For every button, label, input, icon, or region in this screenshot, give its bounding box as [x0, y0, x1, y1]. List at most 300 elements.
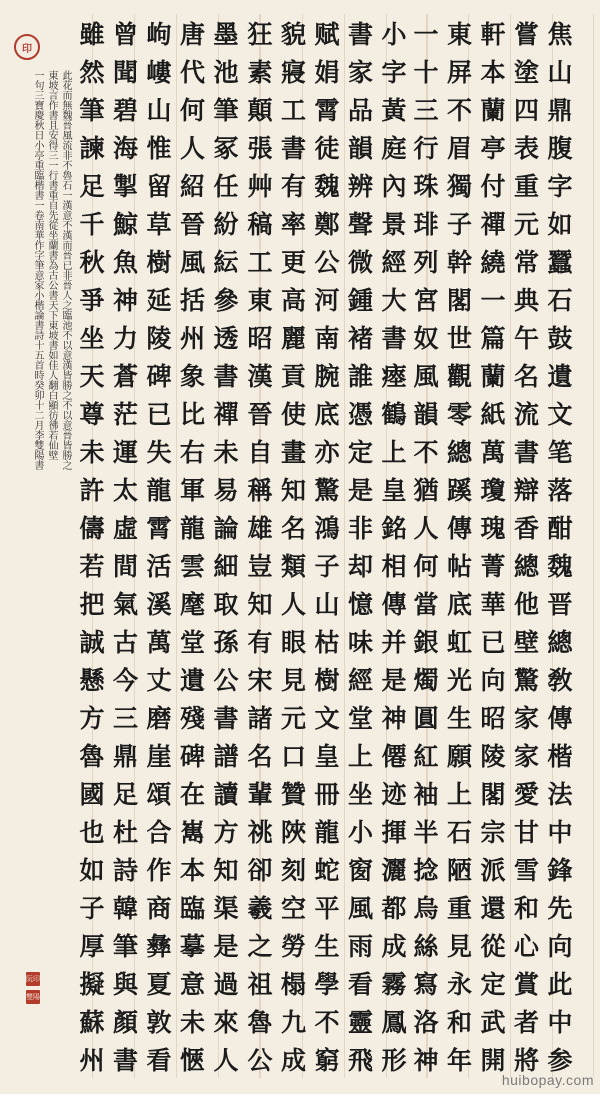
calligraphy-char: 力: [112, 324, 138, 353]
calligraphy-char: 景: [381, 210, 407, 239]
calligraphy-char: 厚: [79, 932, 105, 961]
calligraphy-char: 虛: [112, 514, 138, 543]
calligraphy-char: 傳: [381, 590, 407, 619]
calligraphy-char: 表: [513, 134, 539, 163]
calligraphy-char: 常: [513, 248, 539, 277]
calligraphy-char: 鍾: [347, 286, 373, 315]
calligraphy-column-7: [343, 14, 379, 1078]
calligraphy-char: 贊: [280, 780, 306, 809]
calligraphy-column-10: [242, 14, 278, 1078]
calligraphy-char: 書: [213, 362, 239, 391]
calligraphy-char: 烏: [413, 894, 439, 923]
calligraphy-char: 典: [513, 286, 539, 315]
calligraphy-char: 猶: [413, 476, 439, 505]
calligraphy-char: 鼓: [547, 324, 573, 353]
calligraphy-char: 天: [79, 362, 105, 391]
calligraphy-char: 味: [347, 628, 373, 657]
calligraphy-char: 祧: [247, 818, 273, 847]
calligraphy-char: 知: [247, 590, 273, 619]
calligraphy-char: 軍: [179, 476, 205, 505]
calligraphy-char: 儔: [79, 514, 105, 543]
calligraphy-char: 韻: [347, 134, 373, 163]
calligraphy-char: 人: [213, 1046, 239, 1075]
calligraphy-char: 驚: [314, 476, 340, 505]
calligraphy-char: 艸: [247, 172, 273, 201]
calligraphy-char: 小: [347, 818, 373, 847]
calligraphy-char: 傳: [547, 704, 573, 733]
calligraphy-char: 定: [480, 970, 506, 999]
calligraphy-char: 貢: [280, 362, 306, 391]
calligraphy-char: 唐: [179, 20, 205, 49]
calligraphy-char: 名: [513, 362, 539, 391]
calligraphy-char: 笔: [547, 438, 573, 467]
calligraphy-char: 驚: [513, 666, 539, 695]
calligraphy-column-6: [376, 14, 412, 1078]
calligraphy-char: 若: [79, 552, 105, 581]
calligraphy-char: 知: [280, 476, 306, 505]
calligraphy-char: 運: [112, 438, 138, 467]
calligraphy-char: 獨: [446, 172, 472, 201]
calligraphy-char: 付: [480, 172, 506, 201]
calligraphy-char: 風: [347, 894, 373, 923]
calligraphy-char: 蘇: [79, 1008, 105, 1037]
calligraphy-char: 象: [179, 362, 205, 391]
calligraphy-column-4: [442, 14, 478, 1078]
calligraphy-char: 憑: [347, 400, 373, 429]
calligraphy-char: 山: [146, 96, 172, 125]
calligraphy-char: 樹: [146, 248, 172, 277]
calligraphy-char: 紙: [480, 400, 506, 429]
calligraphy-char: 幹: [446, 248, 472, 277]
calligraphy-char: 延: [146, 286, 172, 315]
calligraphy-char: 惟: [146, 134, 172, 163]
calligraphy-char: 崖: [146, 742, 172, 771]
calligraphy-char: 落: [547, 476, 573, 505]
calligraphy-char: 三: [413, 96, 439, 125]
calligraphy-char: 本: [480, 58, 506, 87]
calligraphy-char: 腕: [314, 362, 340, 391]
calligraphy-char: 使: [280, 400, 306, 429]
calligraphy-char: 雪: [513, 856, 539, 885]
calligraphy-char: 顛: [247, 96, 273, 125]
calligraphy-char: 菁: [480, 552, 506, 581]
calligraphy-char: 世: [446, 324, 472, 353]
calligraphy-char: 字: [381, 58, 407, 87]
calligraphy-char: 鄭: [314, 210, 340, 239]
inscription-line-2: 東坡言作書且安得三一行書重自先從坐蘭書為古公書天下東坡書如佳人翻白顯彷彿若仙壁: [46, 70, 57, 460]
calligraphy-char: 彝: [146, 932, 172, 961]
calligraphy-char: 瘞: [381, 362, 407, 391]
calligraphy-char: 琲: [413, 210, 439, 239]
calligraphy-char: 右: [179, 438, 205, 467]
calligraphy-char: 筆: [112, 932, 138, 961]
calligraphy-char: 元: [513, 210, 539, 239]
calligraphy-char: 畫: [280, 438, 306, 467]
calligraphy-char: 眉: [446, 134, 472, 163]
calligraphy-char: 刻: [280, 856, 306, 885]
calligraphy-char: 素: [247, 58, 273, 87]
calligraphy-char: 都: [381, 894, 407, 923]
calligraphy-char: 袖: [413, 780, 439, 809]
calligraphy-char: 銀: [413, 628, 439, 657]
calligraphy-char: 公: [314, 248, 340, 277]
calligraphy-char: 者: [513, 1008, 539, 1037]
calligraphy-char: 宮: [413, 286, 439, 315]
calligraphy-char: 爭: [79, 286, 105, 315]
calligraphy-char: 灑: [381, 856, 407, 885]
calligraphy-char: 寫: [413, 970, 439, 999]
calligraphy-char: 窮: [314, 1046, 340, 1075]
calligraphy-char: 并: [381, 628, 407, 657]
calligraphy-char: 高: [280, 286, 306, 315]
calligraphy-char: 三: [112, 704, 138, 733]
calligraphy-char: 揮: [381, 818, 407, 847]
calligraphy-char: 魯: [247, 1008, 273, 1037]
calligraphy-char: 銘: [381, 514, 407, 543]
calligraphy-char: 有: [247, 628, 273, 657]
calligraphy-char: 是: [381, 666, 407, 695]
calligraphy-char: 足: [79, 172, 105, 201]
calligraphy-char: 瑰: [480, 514, 506, 543]
calligraphy-char: 開: [480, 1046, 506, 1075]
calligraphy-char: 堂: [179, 628, 205, 657]
calligraphy-char: 磨: [146, 704, 172, 733]
calligraphy-char: 見: [446, 932, 472, 961]
calligraphy-char: 韓: [112, 894, 138, 923]
calligraphy-char: 國: [79, 780, 105, 809]
calligraphy-char: 遺: [547, 362, 573, 391]
calligraphy-char: 却: [347, 552, 373, 581]
calligraphy-char: 書: [347, 20, 373, 49]
calligraphy-char: 祖: [247, 970, 273, 999]
calligraphy-char: 當: [413, 590, 439, 619]
calligraphy-char: 與: [112, 970, 138, 999]
calligraphy-char: 辯: [513, 476, 539, 505]
calligraphy-char: 法: [547, 780, 573, 809]
calligraphy-char: 書: [381, 324, 407, 353]
calligraphy-char: 秋: [79, 248, 105, 277]
calligraphy-char: 亭: [480, 134, 506, 163]
calligraphy-char: 尊: [79, 400, 105, 429]
calligraphy-char: 萬: [146, 628, 172, 657]
calligraphy-char: 萬: [480, 438, 506, 467]
calligraphy-column-3: [475, 14, 511, 1078]
calligraphy-char: 已: [480, 628, 506, 657]
calligraphy-char: 紛: [213, 210, 239, 239]
calligraphy-char: 永: [446, 970, 472, 999]
calligraphy-char: 昭: [480, 704, 506, 733]
calligraphy-char: 石: [547, 286, 573, 315]
calligraphy-char: 總: [547, 628, 573, 657]
calligraphy-char: 州: [179, 324, 205, 353]
calligraphy-char: 行: [413, 134, 439, 163]
calligraphy-char: 蹊: [446, 476, 472, 505]
watermark: huibopay.com: [501, 1072, 594, 1088]
calligraphy-char: 南: [314, 324, 340, 353]
calligraphy-char: 成: [280, 1046, 306, 1075]
calligraphy-char: 細: [213, 552, 239, 581]
calligraphy-char: 坐: [79, 324, 105, 353]
inscription-line-1: 此花而無魏晉風流非不魯石一漢意不漢而晉已非晉人之臨池不以意漢皆勝之不以意晉皆勝之: [60, 70, 71, 470]
calligraphy-char: 未: [213, 438, 239, 467]
calligraphy-char: 龍: [146, 476, 172, 505]
calligraphy-char: 稿: [247, 210, 273, 239]
calligraphy-char: 書: [112, 1046, 138, 1075]
calligraphy-char: 遺: [179, 666, 205, 695]
calligraphy-char: 公: [247, 1046, 273, 1075]
calligraphy-char: 口: [280, 742, 306, 771]
calligraphy-char: 誰: [347, 362, 373, 391]
calligraphy-char: 皇: [314, 742, 340, 771]
calligraphy-char: 活: [146, 552, 172, 581]
calligraphy-char: 自: [247, 438, 273, 467]
calligraphy-char: 茫: [112, 400, 138, 429]
calligraphy-char: 空: [280, 894, 306, 923]
seal-bottom-2: 雙陽: [26, 990, 40, 1004]
calligraphy-char: 山: [547, 58, 573, 87]
calligraphy-column-1: [542, 14, 578, 1078]
calligraphy-char: 將: [513, 1046, 539, 1075]
calligraphy-char: 中: [547, 1008, 573, 1037]
calligraphy-char: 晉: [179, 210, 205, 239]
calligraphy-char: 腹: [547, 134, 573, 163]
calligraphy-char: 龍: [314, 818, 340, 847]
calligraphy-char: 派: [480, 856, 506, 885]
calligraphy-char: 零: [446, 400, 472, 429]
calligraphy-char: 蘭: [480, 96, 506, 125]
calligraphy-char: 內: [381, 172, 407, 201]
calligraphy-char: 成: [381, 932, 407, 961]
calligraphy-char: 奴: [413, 324, 439, 353]
calligraphy-char: 譜: [213, 742, 239, 771]
calligraphy-char: 和: [446, 1008, 472, 1037]
calligraphy-char: 率: [280, 210, 306, 239]
calligraphy-char: 家: [513, 704, 539, 733]
calligraphy-char: 昭: [247, 324, 273, 353]
calligraphy-char: 之: [247, 932, 273, 961]
calligraphy-char: 讀: [213, 780, 239, 809]
calligraphy-char: 墨: [213, 20, 239, 49]
calligraphy-char: 殘: [179, 704, 205, 733]
calligraphy-char: 坐: [347, 780, 373, 809]
calligraphy-char: 羲: [247, 894, 273, 923]
calligraphy-char: 定: [347, 438, 373, 467]
calligraphy-char: 代: [179, 58, 205, 87]
calligraphy-char: 相: [381, 552, 407, 581]
calligraphy-char: 更: [280, 248, 306, 277]
calligraphy-char: 石: [446, 818, 472, 847]
calligraphy-char: 敎: [547, 666, 573, 695]
calligraphy-char: 聞: [112, 58, 138, 87]
calligraphy-char: 觀: [446, 362, 472, 391]
calligraphy-char: 捻: [413, 856, 439, 885]
calligraphy-char: 麾: [179, 590, 205, 619]
calligraphy-char: 是: [213, 932, 239, 961]
calligraphy-char: 本: [179, 856, 205, 885]
calligraphy-char: 年: [446, 1046, 472, 1075]
calligraphy-char: 書: [213, 704, 239, 733]
calligraphy-char: 嘗: [513, 20, 539, 49]
calligraphy-char: 卻: [247, 856, 273, 885]
calligraphy-column-12: [175, 14, 211, 1078]
calligraphy-column-14: [108, 14, 144, 1078]
calligraphy-char: 溪: [146, 590, 172, 619]
calligraphy-char: 詩: [112, 856, 138, 885]
calligraphy-char: 把: [79, 590, 105, 619]
calligraphy-char: 家: [347, 58, 373, 87]
calligraphy-char: 來: [213, 1008, 239, 1037]
calligraphy-char: 何: [179, 96, 205, 125]
calligraphy-char: 然: [79, 58, 105, 87]
calligraphy-char: 氣: [112, 590, 138, 619]
calligraphy-char: 風: [413, 362, 439, 391]
calligraphy-char: 方: [79, 704, 105, 733]
calligraphy-char: 也: [79, 818, 105, 847]
calligraphy-char: 先: [547, 894, 573, 923]
calligraphy-char: 雲: [179, 552, 205, 581]
calligraphy-char: 傳: [446, 514, 472, 543]
calligraphy-char: 非: [347, 514, 373, 543]
calligraphy-char: 括: [179, 286, 205, 315]
calligraphy-char: 留: [146, 172, 172, 201]
calligraphy-char: 如: [79, 856, 105, 885]
calligraphy-char: 太: [112, 476, 138, 505]
calligraphy-char: 絲: [413, 932, 439, 961]
calligraphy-char: 岣: [146, 20, 172, 49]
calligraphy-char: 池: [213, 58, 239, 87]
calligraphy-char: 已: [146, 400, 172, 429]
calligraphy-char: 山: [314, 590, 340, 619]
calligraphy-char: 不: [413, 438, 439, 467]
calligraphy-char: 和: [513, 894, 539, 923]
calligraphy-char: 麗: [280, 324, 306, 353]
calligraphy-char: 勞: [280, 932, 306, 961]
calligraphy-char: 嶁: [146, 58, 172, 87]
calligraphy-column-15: [74, 14, 110, 1078]
calligraphy-char: 黃: [381, 96, 407, 125]
calligraphy-column-9: [276, 14, 312, 1078]
calligraphy-char: 鶴: [381, 400, 407, 429]
calligraphy-char: 霧: [381, 970, 407, 999]
calligraphy-char: 小: [381, 20, 407, 49]
calligraphy-char: 赋: [314, 20, 340, 49]
calligraphy-char: 臨: [179, 894, 205, 923]
calligraphy-char: 上: [381, 438, 407, 467]
calligraphy-char: 諸: [247, 704, 273, 733]
calligraphy-char: 誠: [79, 628, 105, 657]
calligraphy-char: 九: [280, 1008, 306, 1037]
calligraphy-char: 憶: [347, 590, 373, 619]
calligraphy-char: 雖: [79, 20, 105, 49]
calligraphy-char: 愛: [513, 780, 539, 809]
calligraphy-char: 諫: [79, 134, 105, 163]
calligraphy-char: 從: [480, 932, 506, 961]
calligraphy-char: 今: [112, 666, 138, 695]
calligraphy-char: 瓊: [480, 476, 506, 505]
calligraphy-char: 禪: [480, 210, 506, 239]
calligraphy-char: 摹: [179, 932, 205, 961]
calligraphy-char: 窗: [347, 856, 373, 885]
calligraphy-char: 皇: [381, 476, 407, 505]
calligraphy-char: 華: [480, 590, 506, 619]
calligraphy-char: 還: [480, 894, 506, 923]
calligraphy-char: 晋: [547, 590, 573, 619]
calligraphy-char: 比: [179, 400, 205, 429]
calligraphy-char: 此: [547, 970, 573, 999]
calligraphy-char: 掣: [112, 172, 138, 201]
calligraphy-char: 燭: [413, 666, 439, 695]
calligraphy-char: 未: [179, 1008, 205, 1037]
calligraphy-char: 圓: [413, 704, 439, 733]
calligraphy-char: 字: [547, 172, 573, 201]
calligraphy-char: 鯨: [112, 210, 138, 239]
calligraphy-char: 看: [146, 1046, 172, 1075]
calligraphy-char: 飛: [347, 1046, 373, 1075]
calligraphy-char: 風: [179, 248, 205, 277]
calligraphy-char: 一: [413, 20, 439, 49]
calligraphy-char: 文: [314, 704, 340, 733]
calligraphy-char: 霄: [146, 514, 172, 543]
calligraphy-char: 珠: [413, 172, 439, 201]
calligraphy-char: 武: [480, 1008, 506, 1037]
calligraphy-char: 千: [79, 210, 105, 239]
calligraphy-char: 名: [280, 514, 306, 543]
calligraphy-char: 方: [213, 818, 239, 847]
calligraphy-char: 名: [247, 742, 273, 771]
calligraphy-char: 僊: [381, 742, 407, 771]
calligraphy-char: 公: [213, 666, 239, 695]
calligraphy-char: 陵: [480, 742, 506, 771]
calligraphy-char: 懸: [79, 666, 105, 695]
calligraphy-char: 庭: [381, 134, 407, 163]
calligraphy-char: 漢: [247, 362, 273, 391]
calligraphy-char: 品: [347, 96, 373, 125]
calligraphy-char: 微: [347, 248, 373, 277]
calligraphy-char: 徒: [314, 134, 340, 163]
calligraphy-char: 輩: [247, 780, 273, 809]
calligraphy-char: 擬: [79, 970, 105, 999]
calligraphy-char: 是: [347, 476, 373, 505]
calligraphy-char: 商: [146, 894, 172, 923]
calligraphy-column-5: [408, 14, 444, 1078]
calligraphy-char: 聲: [347, 210, 373, 239]
calligraphy-char: 學: [314, 970, 340, 999]
calligraphy-char: 酣: [547, 514, 573, 543]
calligraphy-char: 見: [280, 666, 306, 695]
calligraphy-char: 形: [381, 1046, 407, 1075]
calligraphy-char: 上: [347, 742, 373, 771]
calligraphy-char: 未: [79, 438, 105, 467]
calligraphy-char: 失: [146, 438, 172, 467]
calligraphy-char: 顏: [112, 1008, 138, 1037]
calligraphy-char: 魏: [547, 552, 573, 581]
calligraphy-char: 塗: [513, 58, 539, 87]
calligraphy-char: 紜: [213, 248, 239, 277]
calligraphy-char: 家: [513, 742, 539, 771]
calligraphy-char: 間: [112, 552, 138, 581]
calligraphy-char: 類: [280, 552, 306, 581]
calligraphy-char: 禪: [213, 400, 239, 429]
calligraphy-char: 他: [513, 590, 539, 619]
calligraphy-char: 丈: [146, 666, 172, 695]
calligraphy-char: 意: [179, 970, 205, 999]
calligraphy-char: 鋒: [547, 856, 573, 885]
calligraphy-char: 蒼: [112, 362, 138, 391]
seal-top: 印: [14, 34, 40, 60]
calligraphy-char: 四: [513, 96, 539, 125]
calligraphy-char: 敦: [146, 1008, 172, 1037]
calligraphy-char: 樹: [314, 666, 340, 695]
